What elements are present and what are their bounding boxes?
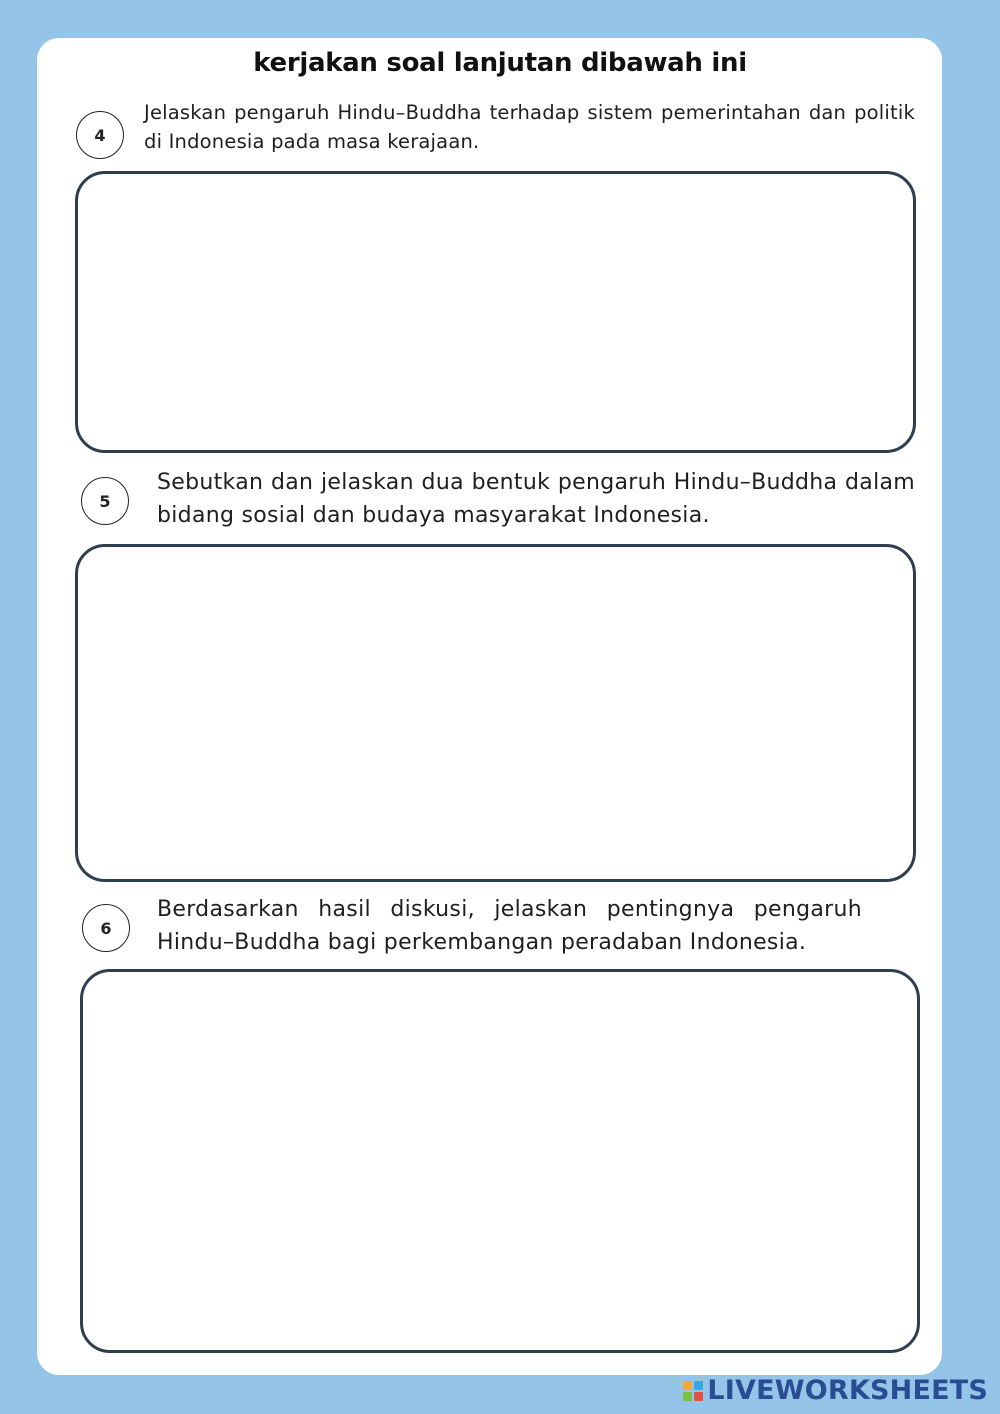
question-text-6: Berdasarkan hasil diskusi, jelaskan pentingnya pengaruh Hindu–Buddha bagi perkembangan peradaban Indonesia. [157,897,862,955]
question-number-4: 4 [76,111,124,159]
answer-box-4[interactable] [75,171,916,453]
logo-square-1 [683,1381,692,1390]
logo-square-2 [694,1381,703,1390]
logo-square-4 [694,1392,703,1401]
liveworksheets-logo[interactable] [683,1375,988,1406]
logo-text: LIVEWORKSHEETS [707,1375,988,1406]
question-text-4: Jelaskan pengaruh Hindu–Buddha terhadap sistem pemerintahan dan politik di Indonesia pada masa kerajaan. [144,101,915,153]
question-number-6: 6 [82,904,130,952]
answer-box-5[interactable] [75,544,916,882]
question-text-5: Sebutkan dan jelaskan dua bentuk pengaruh Hindu–Buddha dalam bidang sosial dan budaya masyarakat Indonesia. [157,470,915,528]
liveworksheets-logo-icon [683,1381,703,1401]
question-number-5: 5 [81,477,129,525]
logo-square-3 [683,1392,692,1401]
answer-box-6[interactable] [80,969,920,1353]
page-title: kerjakan soal lanjutan dibawah ini [253,48,747,78]
